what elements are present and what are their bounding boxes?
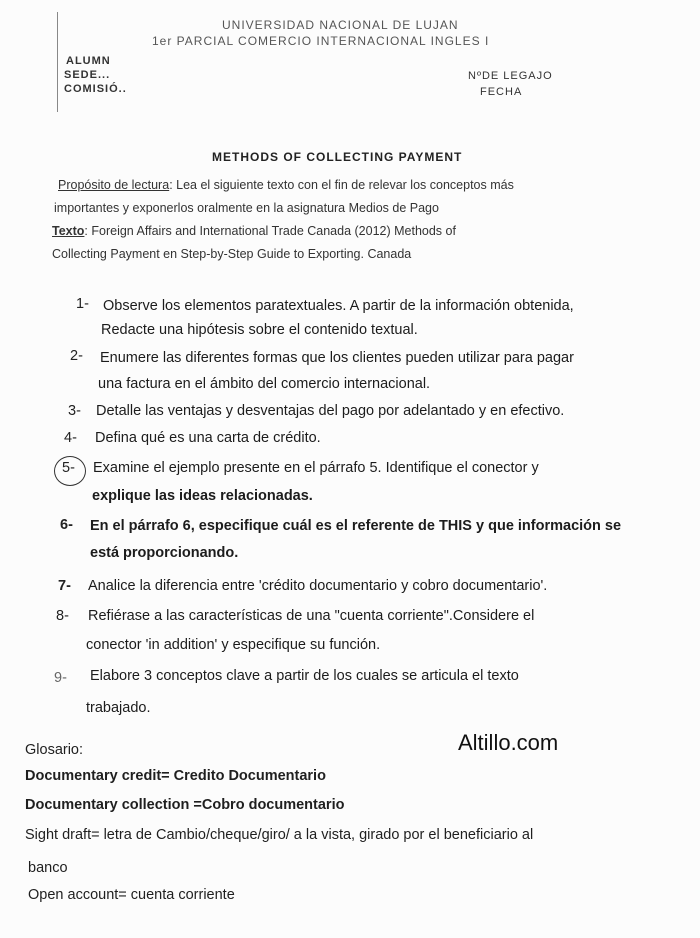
- texto-text: : Foreign Affairs and International Trade Canada (2012) Methods of: [84, 224, 456, 238]
- question-text: En el párrafo 6, especifique cuál es el referente de THIS y que información se: [90, 518, 622, 534]
- question-number: 4-: [64, 430, 77, 446]
- question-text: Observe los elementos paratextuales. A partir de la información obtenida,: [103, 298, 574, 314]
- proposito-text: : Lea el siguiente texto con el fin de relevar los conceptos más: [169, 178, 514, 192]
- question-text: Enumere las diferentes formas que los clientes pueden utilizar para pagar: [100, 350, 574, 366]
- document-title: METHODS OF COLLECTING PAYMENT: [212, 150, 463, 164]
- question-number: 9-: [54, 670, 67, 686]
- texto-label: Texto: [52, 224, 85, 238]
- question-number: 8-: [56, 608, 69, 624]
- question-number: 2-: [70, 348, 83, 364]
- question-number: 6-: [60, 517, 73, 533]
- question-text: Detalle las ventajas y desventajas del pago por adelantado y en efectivo.: [96, 403, 565, 419]
- question-text: Analice la diferencia entre 'crédito documentario y cobro documentario'.: [88, 578, 548, 594]
- proposito-label: Propósito de lectura: [58, 178, 170, 192]
- comision-label: COMISIÓ..: [64, 83, 127, 95]
- glossary-heading: Glosario:: [25, 742, 84, 758]
- alumno-label: ALUMN: [66, 55, 111, 67]
- question-text: una factura en el ámbito del comercio internacional.: [98, 376, 431, 392]
- question-text: está proporcionando.: [90, 545, 239, 561]
- proposito-text-2: importantes y exponerlos oralmente en la asignatura Medios de Pago: [54, 201, 439, 215]
- question-text: Examine el ejemplo presente en el párrafo 5. Identifique el conector y: [93, 460, 539, 476]
- question-text: Defina qué es una carta de crédito.: [95, 430, 321, 446]
- question-text: trabajado.: [86, 700, 151, 716]
- altillo-watermark: Altillo.com: [458, 730, 559, 755]
- question-number: 1-: [76, 296, 89, 312]
- question-number: 5-: [62, 460, 75, 476]
- question-text: conector 'in addition' y especifique su función.: [86, 637, 381, 653]
- legajo-label: NºDE LEGAJO: [468, 70, 553, 82]
- texto-text-2: Collecting Payment en Step-by-Step Guide to Exporting. Canada: [52, 247, 412, 261]
- question-text: Redacte una hipótesis sobre el contenido textual.: [101, 322, 418, 338]
- question-number: 3-: [68, 403, 81, 419]
- university-name: UNIVERSIDAD NACIONAL DE LUJAN: [222, 18, 459, 32]
- sede-label: SEDE...: [64, 69, 111, 81]
- question-text: explique las ideas relacionadas.: [92, 488, 313, 504]
- exam-line: 1er PARCIAL COMERCIO INTERNACIONAL INGLES I: [152, 34, 490, 48]
- glossary-entry: Open account= cuenta corriente: [28, 887, 235, 903]
- fecha-label: FECHA: [480, 86, 523, 98]
- glossary-entry: Documentary credit= Credito Documentario: [25, 768, 326, 784]
- proposito-line: [58, 178, 514, 192]
- texto-line: [52, 224, 456, 238]
- glossary-entry: Sight draft= letra de Cambio/cheque/giro/ a la vista, girado por el beneficiario al: [25, 827, 534, 843]
- question-number: 7-: [58, 578, 71, 594]
- glossary-entry: banco: [28, 860, 68, 876]
- question-text: Refiérase a las características de una "cuenta corriente".Considere el: [88, 608, 535, 624]
- question-text: Elabore 3 conceptos clave a partir de los cuales se articula el texto: [90, 668, 519, 684]
- header-margin-line: [57, 12, 58, 112]
- glossary-entry: Documentary collection =Cobro documentario: [25, 797, 345, 813]
